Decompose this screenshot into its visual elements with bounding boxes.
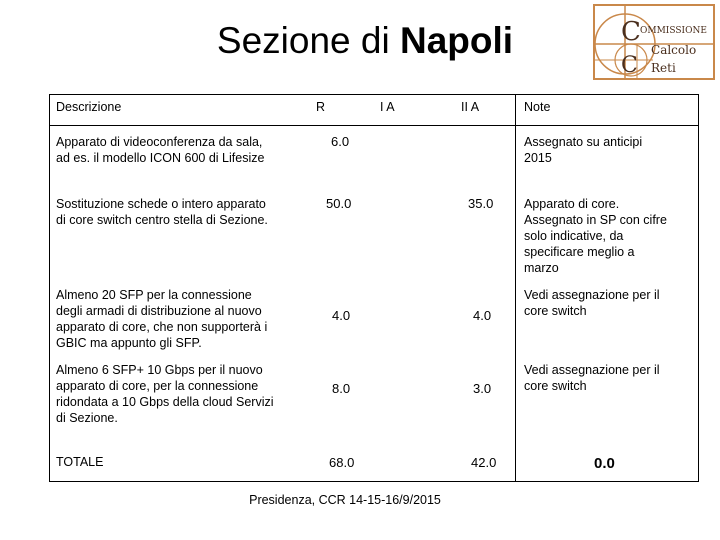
svg-text:Reti: Reti [651,61,676,75]
total-r: 68.0 [329,455,355,470]
header-descrizione: Descrizione [56,100,122,114]
row2-r: 50.0 [326,196,352,211]
title-prefix: Sezione di [216,20,400,61]
footer: Presidenza, CCR 14-15-16/9/2015 [249,493,441,507]
header-r: R [316,100,326,114]
row3-iia: 4.0 [473,308,492,323]
header-note: Note [524,100,551,114]
total-note: 0.0 [594,455,615,472]
row4-note: Vedi assegnazione per il core switch [524,363,660,393]
title-bold: Napoli [400,20,514,61]
svg-text:Calcolo: Calcolo [651,43,697,57]
row1-note: Assegnato su anticipi 2015 [524,135,643,165]
row1-descrizione: Apparato di videoconferenza da sala, ad es. il modello ICON 600 di Lifesize [56,135,265,165]
row4-descrizione: Almeno 6 SFP+ 10 Gbps per il nuovo apparato di core, per la connessione ridondata a 10 Gbps della cloud Servizi di Sezione. [56,363,274,425]
header-ia: I A [380,100,395,114]
svg-text:OMMISSIONE: OMMISSIONE [640,26,707,36]
row3-r: 4.0 [332,308,351,323]
row4-r: 8.0 [332,381,351,396]
column-divider [515,95,516,481]
row1-r: 6.0 [331,134,350,149]
header-divider [50,125,698,126]
svg-text:C: C [621,53,638,78]
row2-iia: 35.0 [468,196,494,211]
total-label: TOTALE [56,455,104,469]
row2-descrizione: Sostituzione schede o intero apparato di core switch centro stella di Sezione. [56,197,268,227]
ccr-logo [593,4,715,80]
row2-note: Apparato di core. Assegnato in SP con cifre solo indicative, da specificare meglio a marzo [524,197,667,275]
row3-note: Vedi assegnazione per il core switch [524,288,660,318]
row3-descrizione: Almeno 20 SFP per la connessione degli armadi di distribuzione al nuovo apparato di core, che non supporterà i GBIC ma appunto gli SFP. [56,288,268,350]
svg-text:C: C [621,17,641,47]
header-iia: II A [461,100,480,114]
row4-iia: 3.0 [473,381,492,396]
total-iia: 42.0 [471,455,497,470]
